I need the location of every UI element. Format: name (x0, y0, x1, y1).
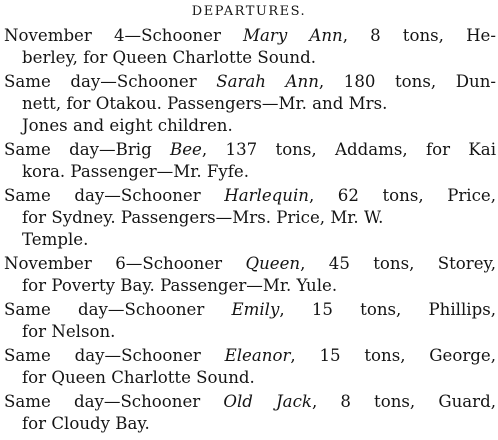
entry-date-rig: Same day—Schooner (4, 392, 224, 411)
entry-date-rig: November 4—Schooner (4, 26, 244, 45)
entry-details: , 15 tons, Phillips, (279, 300, 496, 319)
entry-details: , 137 tons, Addams, for Kai (201, 140, 497, 159)
entry-details: , 8 tons, He- (342, 26, 496, 45)
vessel-name: Bee (170, 140, 202, 159)
entry-date-rig: Same day—Schooner (4, 300, 232, 319)
entry-details: , 180 tons, Dun- (318, 72, 496, 91)
entry-continuation-line: for Sydney. Passengers—Mrs. Price, Mr. W. (22, 208, 384, 227)
entry-continuation-line: for Cloudy Bay. (22, 414, 150, 433)
vessel-name: Old Jack (223, 392, 312, 411)
entry-continuation-line: for Queen Charlotte Sound. (22, 368, 255, 387)
entry-first-line (4, 185, 496, 207)
entry-first-line (4, 391, 496, 413)
entry-first-line (4, 25, 496, 47)
entry-first-line (4, 71, 496, 93)
entry-continuation-line: Jones and eight children. (22, 116, 233, 135)
entry-continuation-line: for Poverty Bay. Passenger—Mr. Yule. (22, 276, 338, 295)
vessel-name: Queen (245, 254, 301, 273)
departure-entry (4, 391, 496, 435)
entry-first-line (4, 345, 496, 367)
departure-entry (4, 345, 496, 389)
departure-entry (4, 253, 496, 297)
entry-continuation-line: nett, for Otakou. Passengers—Mr. and Mrs. (22, 94, 388, 113)
entry-first-line (4, 253, 496, 275)
vessel-name: Harlequin (224, 186, 309, 205)
entry-details: , 8 tons, Guard, (311, 392, 496, 411)
section-heading: DEPARTURES. (191, 4, 307, 19)
entry-details: , 62 tons, Price, (308, 186, 496, 205)
departures-list (4, 25, 496, 437)
departure-entry (4, 25, 496, 69)
vessel-name: Mary Ann (243, 26, 343, 45)
entry-continuation-line: Temple. (22, 230, 89, 249)
entry-date-rig: Same day—Schooner (4, 186, 225, 205)
entry-continuation-line: kora. Passenger—Mr. Fyfe. (22, 162, 250, 181)
vessel-name: Emily (231, 300, 280, 319)
entry-continuation-line: for Nelson. (22, 322, 116, 341)
entry-date-rig: November 6—Schooner (4, 254, 246, 273)
entry-continuation-line: berley, for Queen Charlotte Sound. (22, 48, 317, 67)
vessel-name: Sarah Ann (216, 72, 319, 91)
departure-entry (4, 139, 496, 183)
entry-first-line (4, 299, 496, 321)
entry-details: , 15 tons, George, (290, 346, 496, 365)
entry-details: , 45 tons, Storey, (300, 254, 496, 273)
departure-entry (4, 185, 496, 251)
entry-date-rig: Same day—Brig (4, 140, 171, 159)
departure-entry (4, 299, 496, 343)
departure-entry (4, 71, 496, 137)
entry-date-rig: Same day—Schooner (4, 346, 225, 365)
entry-date-rig: Same day—Schooner (4, 72, 217, 91)
vessel-name: Eleanor (224, 346, 291, 365)
entry-first-line (4, 139, 496, 161)
